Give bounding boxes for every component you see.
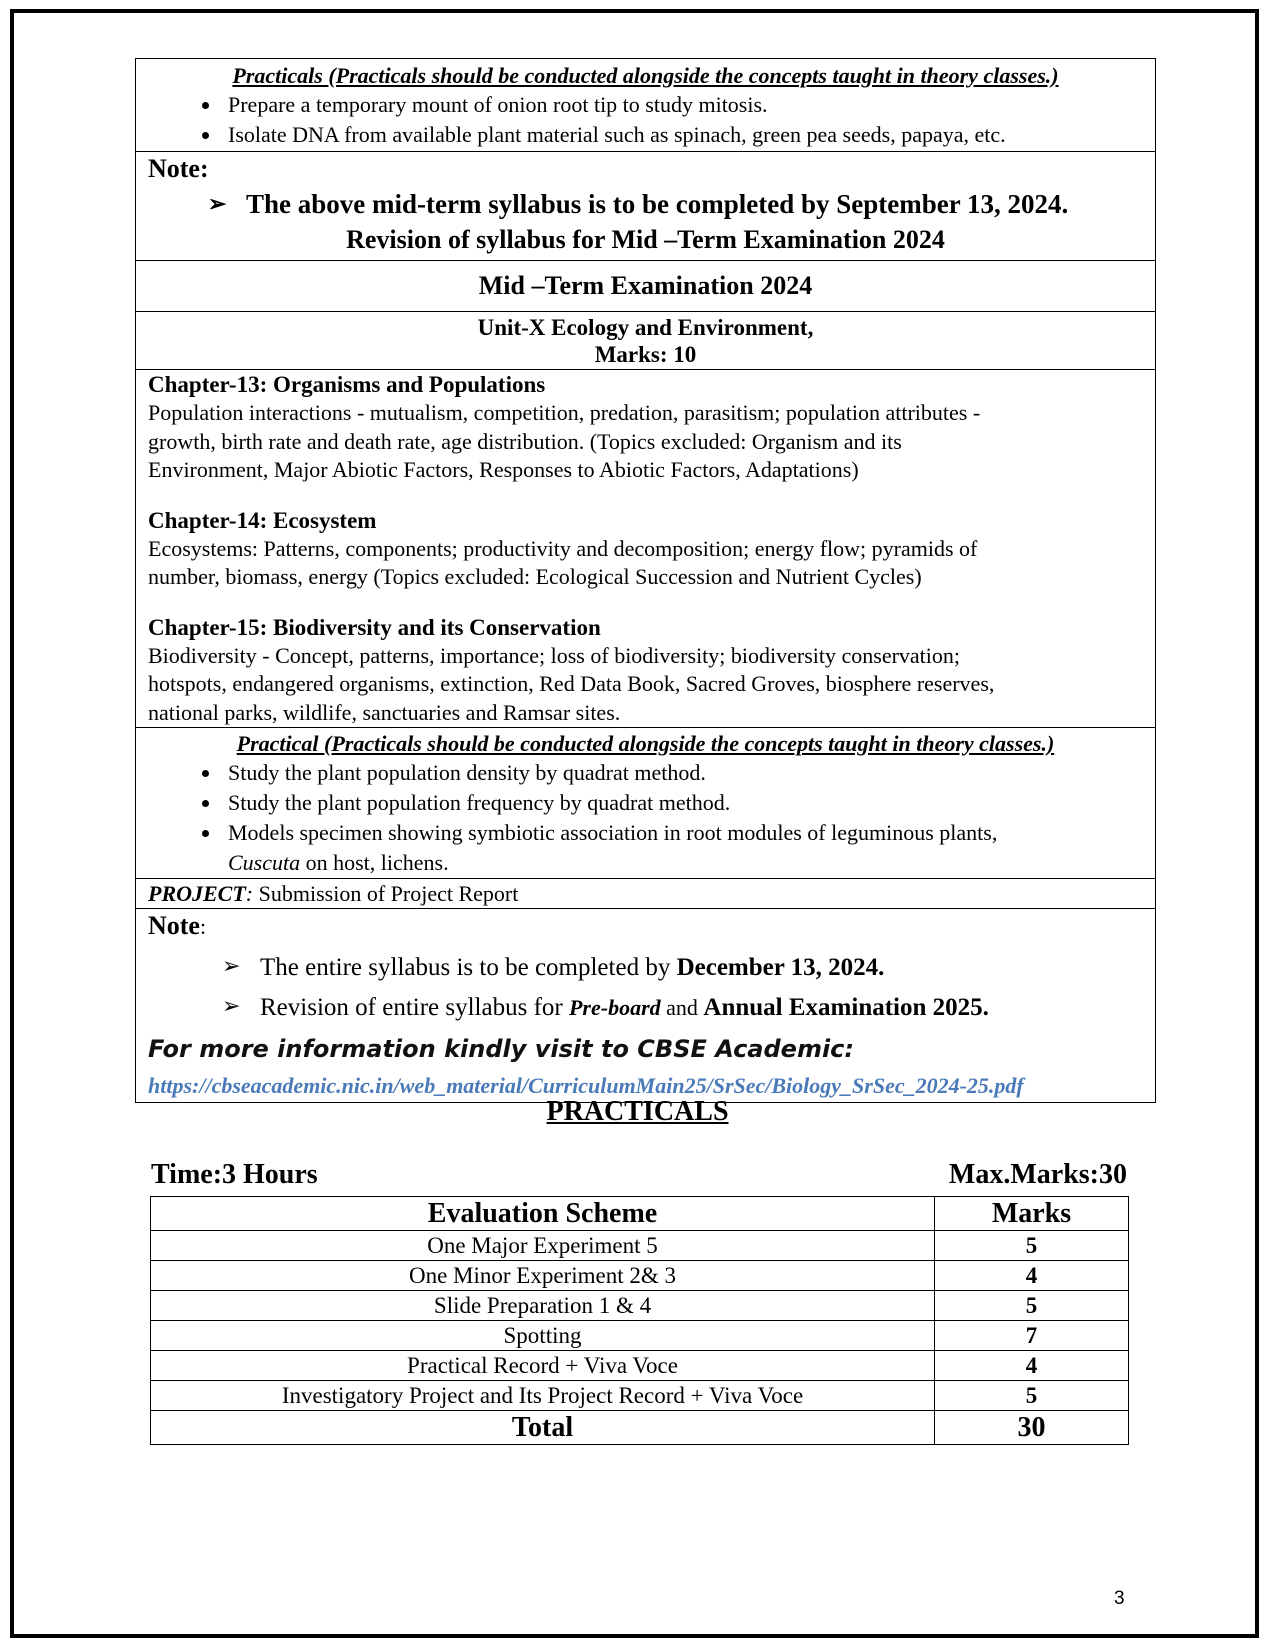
practicals-row [136,59,1156,152]
marks-cell: 7 [935,1321,1129,1351]
cbse-academic-link[interactable]: https://cbseacademic.nic.in/web_material/CurriculumMain25/SrSec/Biology_SrSec_2024-25.pdf [148,1073,1024,1098]
column-header: Marks [935,1197,1129,1231]
table-row [151,1291,1129,1321]
mid-term-row [136,261,1156,312]
arrow-bullet-icon: ➢ [208,191,227,216]
practicals-heading: Practicals (Practicals should be conducted alongside the concepts taught in theory classes.) [232,63,1059,88]
list-item: • Isolate DNA from available plant material such as spinach, green pea seeds, papaya, etc. [222,120,1143,150]
project-row: PROJECT: Submission of Project Report [136,879,1156,909]
practicals-list [148,90,1143,150]
syllabus-table [135,58,1156,1103]
table-row [151,1381,1129,1411]
unit-name: Unit-X Ecology and Environment, [477,315,814,340]
unit-row [136,312,1156,370]
scheme-cell: Spotting [151,1321,935,1351]
note-heading: Note [148,911,200,940]
total-label: Total [151,1411,935,1445]
table-row [151,1261,1129,1291]
list-item: • Models specimen showing symbiotic association in root modules of leguminous plants, Cuscuta on host, lichens. [222,818,1143,878]
chapters-row [136,370,1156,728]
note-row [136,152,1156,261]
column-header: Evaluation Scheme [151,1197,935,1231]
chapter-line: national parks, wildlife, sanctuaries and Ramsar sites. [148,699,621,725]
chapter-line: growth, birth rate and death rate, age distribution. (Topics excluded: Organism and its [148,428,902,454]
arrow-bullet-icon: ➢ [222,993,241,1018]
scheme-cell: Practical Record + Viva Voce [151,1351,935,1381]
note-heading: Note: [148,154,209,183]
practical-list [148,758,1143,878]
more-info-text: For more information kindly visit to CBSE Academic: [148,1035,855,1063]
marks-cell: 5 [935,1381,1129,1411]
marks-cell: 5 [935,1291,1129,1321]
chapter-line: hotspots, endangered organisms, extinction, Red Data Book, Sacred Groves, biosphere reserves, [148,671,995,696]
time-label: Time:3 Hours [151,1159,318,1190]
project-label: PROJECT [148,881,246,906]
cuscuta-text: Cuscuta [228,850,301,875]
chapter-line: Biodiversity - Concept, patterns, importance; loss of biodiversity; biodiversity conservation; [148,642,961,668]
table-header-row [151,1197,1129,1231]
list-item: • Study the plant population frequency by quadrat method. [222,788,1143,818]
note2-row: Note: ➢ The entire syllabus is to be completed by December 13, 2024. ➢ Revision of entire syllabus for Pre-board and Annual Examination 2025. For more information kindly visit to CBSE Academic: https://cbseacademic.nic.in/web_material/CurriculumMain25/SrSec/Biology_SrSec_2024-25.pdf [136,909,1156,1103]
scheme-cell: One Minor Experiment 2& 3 [151,1261,935,1291]
marks-cell: 5 [935,1231,1129,1261]
practical-row [136,728,1156,879]
table-row [151,1321,1129,1351]
chapter-line: number, biomass, energy (Topics excluded: Ecological Succession and Nutrient Cycles) [148,564,922,589]
evaluation-table [150,1196,1129,1445]
practical-heading: Practical (Practicals should be conducted alongside the concepts taught in theory classes.) [236,731,1055,756]
note-item: ➢ The entire syllabus is to be completed by December 13, 2024. [148,947,1143,987]
chapter-line: Environment, Major Abiotic Factors, Responses to Abiotic Factors, Adaptations) [148,457,859,482]
total-row [151,1411,1129,1445]
note-item: ➢ Revision of entire syllabus for Pre-board and Annual Examination 2025. [148,987,1143,1027]
arrow-bullet-icon: ➢ [222,953,241,978]
marks-cell: 4 [935,1351,1129,1381]
table-row [151,1351,1129,1381]
max-marks-label: Max.Marks:30 [948,1159,1127,1190]
revision-line: Revision of syllabus for Mid –Term Examination 2024 [346,225,945,254]
chapter-title: Chapter-13: Organisms and Populations [148,372,546,397]
page-number: 3 [1114,1588,1125,1609]
total-marks: 30 [935,1411,1129,1445]
scheme-cell: Investigatory Project and Its Project Record + Viva Voce [151,1381,935,1411]
list-item: • Study the plant population density by quadrat method. [222,758,1143,788]
chapter-title: Chapter-14: Ecosystem [148,507,377,533]
list-item: • Prepare a temporary mount of onion root tip to study mitosis. [222,90,1143,120]
table-row [151,1231,1129,1261]
chapter-title: Chapter-15: Biodiversity and its Conservation [148,614,601,640]
scheme-cell: One Major Experiment 5 [151,1231,935,1261]
chapter-line: Population interactions - mutualism, competition, predation, parasitism; population attributes - [148,400,981,425]
project-text: Submission of Project Report [253,881,519,906]
chapter-line: Ecosystems: Patterns, components; productivity and decomposition; energy flow; pyramids of [148,535,978,561]
mid-term-title: Mid –Term Examination 2024 [478,271,813,300]
marks-cell: 4 [935,1261,1129,1291]
note-deadline: The above mid-term syllabus is to be completed by September 13, 2024. [246,189,1069,219]
practicals-title: PRACTICALS [546,1096,729,1127]
unit-marks: Marks: 10 [594,342,697,367]
scheme-cell: Slide Preparation 1 & 4 [151,1291,935,1321]
